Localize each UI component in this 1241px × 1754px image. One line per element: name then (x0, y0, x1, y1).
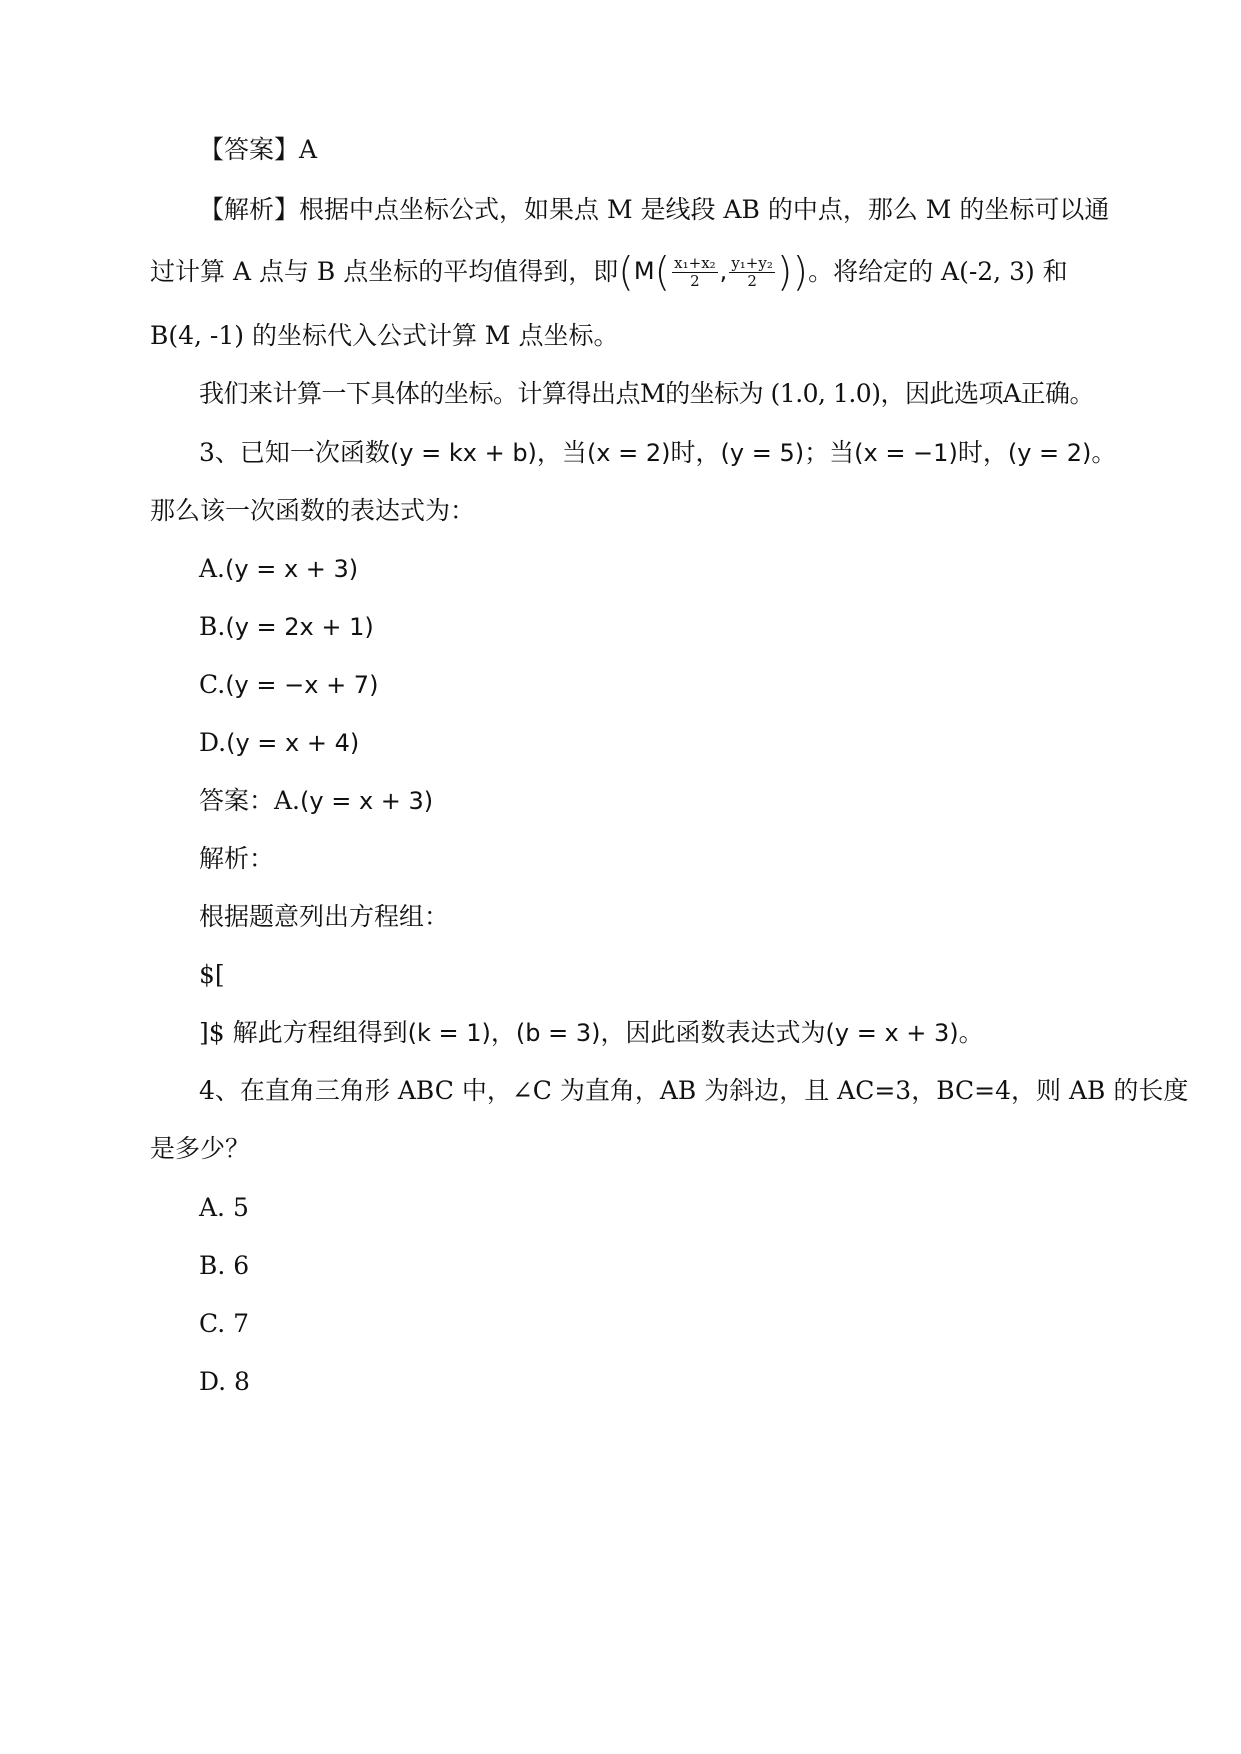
q3-option-d: D.(y = x + 4) (199, 728, 360, 757)
fraction-x: $\frac{\text{x₁+x₂}}{2}$ (674, 253, 716, 290)
q3-option-a: A.(y = x + 3) (199, 554, 359, 583)
fraction-y: $\frac{\text{y₁+y₂}}{2}$ (731, 253, 773, 290)
answer-line: 【答案】A (199, 135, 318, 164)
analysis-text: 根据中点坐标公式，如果点 M 是线段 AB 的中点，那么 M 的坐标可以通 (299, 195, 1110, 224)
q3-answer: 答案：A.(y = x + 3) (199, 786, 434, 815)
q4-option-c: C. 7 (199, 1309, 250, 1338)
q3-stem-line-2: 那么该一次函数的表达式为： (150, 496, 476, 525)
q3-option-c: C.(y = −x + 7) (199, 670, 379, 699)
q4-stem-line-2: 是多少？ (150, 1134, 251, 1163)
q3-setup: 根据题意列出方程组： (199, 902, 450, 931)
q3-stem-line-1: 3、已知一次函数(y = kx + b)，当(x = 2)时，(y = 5)；当(x = −1)时，(y = 2)。 (199, 438, 1117, 467)
midpoint-formula: (M( $\frac{\text{x₁+x₂}}{2}$ , $\frac{\text{y₁+y₂}}{2}$ )) (618, 249, 809, 296)
q3-option-b: B.(y = 2x + 1) (199, 612, 374, 641)
calc-line: 我们来计算一下具体的坐标。计算得出点M的坐标为 (1.0, 1.0)，因此选项A正确。 (199, 379, 1095, 408)
q4-option-b: B. 6 (199, 1251, 250, 1280)
analysis-label: 【解析】 (199, 195, 300, 224)
q3-solution: ]$ 解此方程组得到(k = 1)，(b = 3)，因此函数表达式为(y = x + 3)。 (199, 1018, 984, 1047)
q3-latex-open: $[ (199, 960, 225, 989)
q4-option-d: D. 8 (199, 1367, 250, 1396)
q4-option-a: A. 5 (199, 1193, 249, 1222)
analysis-text: 。将给定的 A(-2, 3) 和 (808, 257, 1068, 286)
analysis-line-1 (199, 192, 1139, 228)
analysis-line-3: B(4, -1) 的坐标代入公式计算 M 点坐标。 (150, 321, 619, 350)
q3-analysis-label: 解析： (199, 844, 275, 873)
q4-stem-line-1: 4、在直角三角形 ABC 中，∠C 为直角，AB 为斜边，且 AC=3，BC=4，则 AB 的长度 (199, 1076, 1189, 1105)
analysis-text: 过计算 A 点与 B 点坐标的平均值得到，即 (150, 257, 619, 286)
formula-m: M (633, 256, 655, 285)
analysis-line-2 (150, 249, 1090, 296)
